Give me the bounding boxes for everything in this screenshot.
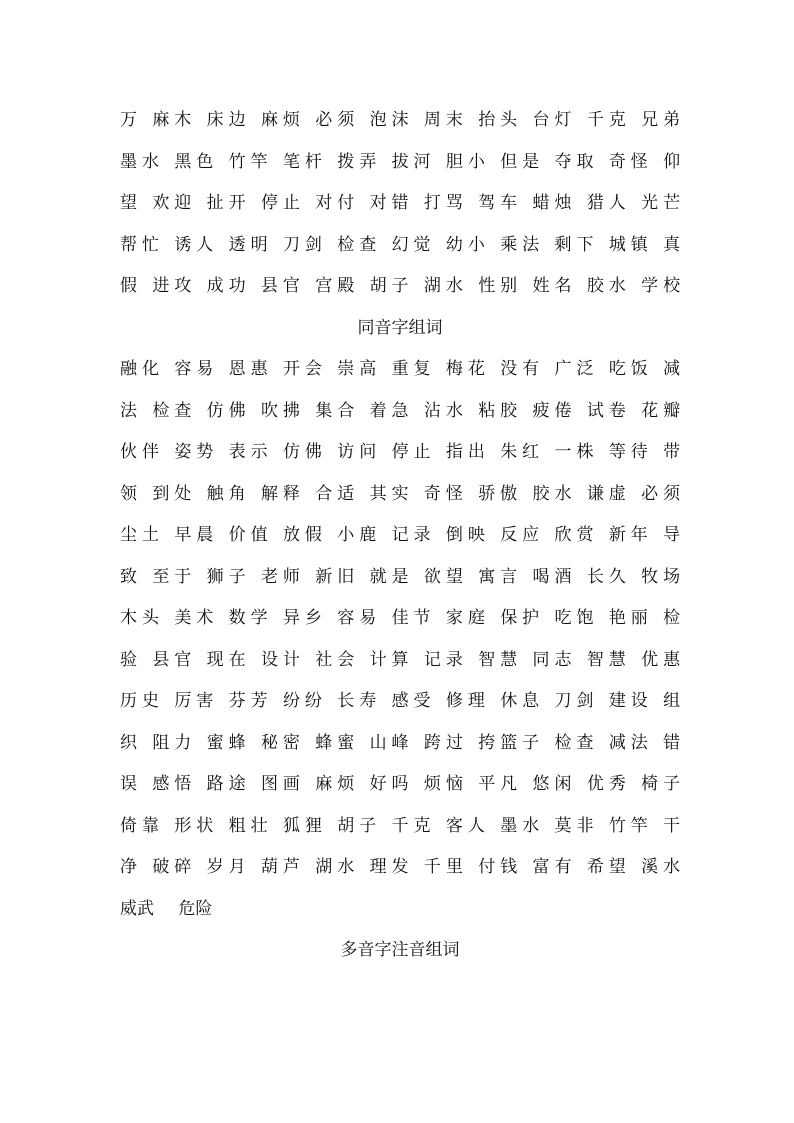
word: 蜂蜜 [315,732,360,753]
word: 花瓣 [641,400,681,421]
word: 剩下 [554,234,599,255]
word: 秘密 [260,732,305,753]
word: 骄傲 [478,483,523,504]
word: 姿势 [174,442,219,462]
word: 计算 [369,649,414,670]
word: 着急 [369,400,414,421]
word-line [120,391,680,433]
word-line [120,266,680,308]
word: 笔杆 [282,151,327,172]
word: 错 [663,732,681,753]
word: 崇高 [337,359,382,379]
word: 吃饭 [608,359,653,379]
word: 客人 [445,815,490,836]
word: 新年 [608,525,653,545]
word: 长寿 [337,691,382,711]
word-line [120,349,680,391]
word: 蜜蜂 [206,732,251,753]
word: 领 [120,483,142,504]
word: 木头 [120,608,164,628]
word: 平凡 [478,774,523,794]
word: 图画 [260,774,305,794]
word: 必须 [641,483,681,504]
document-page [120,100,680,972]
word: 透明 [228,234,273,255]
word: 悠闲 [532,774,577,794]
heading-homophone-words: 同音字组词 [357,317,443,338]
word-line [120,598,680,640]
word: 扯开 [206,193,251,213]
word: 溪水 [641,857,681,877]
word: 打骂 [423,193,468,213]
word: 奇怪 [423,483,468,504]
word: 拔河 [391,151,436,172]
word: 仰 [663,151,681,172]
word: 麻烦 [315,774,360,794]
word: 小鹿 [337,525,382,545]
word: 胡子 [369,276,414,296]
word: 放假 [282,525,327,545]
word: 休息 [500,691,545,711]
word: 没有 [500,359,545,379]
word: 仿佛 [206,400,251,421]
word: 千克 [391,815,436,836]
word: 葫芦 [260,857,305,877]
word: 理发 [369,857,414,877]
word: 到处 [152,483,197,504]
word-line [120,474,680,516]
word: 狮子 [206,566,251,587]
word: 奇怪 [608,151,653,172]
word-line [120,142,680,184]
word: 优惠 [641,649,681,670]
word: 重复 [391,359,436,379]
word: 狐狸 [282,815,327,836]
word: 竹竿 [608,815,653,836]
word: 欣赏 [554,525,599,545]
word: 胡子 [337,815,382,836]
word: 等待 [608,442,653,462]
word: 墨水 [500,815,545,836]
word: 对付 [315,193,360,213]
word: 进攻 [152,276,197,296]
word: 组 [663,691,681,711]
word: 好吗 [369,774,414,794]
word: 试卷 [586,400,631,421]
word: 床边 [206,110,251,130]
word: 停止 [260,193,305,213]
word: 拨弄 [337,151,382,172]
word: 驾车 [478,193,523,213]
word: 但是 [500,151,545,172]
word: 干 [663,815,681,836]
word: 寓言 [478,566,523,587]
word: 幼小 [445,234,490,255]
word: 光芒 [641,193,681,213]
word: 减法 [608,732,653,753]
word: 同志 [532,649,577,670]
word: 湖水 [423,276,468,296]
word: 触角 [206,483,251,504]
word: 真 [663,234,681,255]
word: 宫殿 [315,276,360,296]
word: 希望 [586,857,631,877]
word-line [120,557,680,599]
word: 现在 [206,649,251,670]
word: 长久 [586,566,631,587]
word: 沾水 [423,400,468,421]
word: 泡沫 [369,110,414,130]
word: 形状 [174,815,219,836]
word: 误 [120,774,142,794]
word: 乘法 [500,234,545,255]
word: 成功 [206,276,251,296]
word-line [120,183,680,225]
word: 就是 [369,566,414,587]
word: 法 [120,400,142,421]
word: 千里 [423,857,468,877]
word: 开会 [282,359,327,379]
word: 合适 [315,483,360,504]
word: 县官 [152,649,197,670]
word: 墨水 [120,151,164,172]
word-list-section-2 [120,349,680,930]
word: 修理 [445,691,490,711]
word: 富有 [532,857,577,877]
word: 学校 [641,276,681,296]
word: 新旧 [315,566,360,587]
word: 净 [120,857,142,877]
word: 路途 [206,774,251,794]
word: 跨过 [423,732,468,753]
word-line [120,432,680,474]
word: 其实 [369,483,414,504]
word: 社会 [315,649,360,670]
word: 城镇 [608,234,653,255]
word: 欲望 [423,566,468,587]
word: 一株 [554,442,599,462]
word: 胶水 [532,483,577,504]
word: 危险 [178,898,213,919]
word: 集合 [315,400,360,421]
word: 台灯 [532,110,577,130]
word: 减 [663,359,681,379]
word: 导 [663,525,681,545]
word: 万 [120,110,142,130]
word: 设计 [260,649,305,670]
word: 麻木 [152,110,197,130]
word-line [120,515,680,557]
word: 保护 [500,608,545,628]
word: 停止 [391,442,436,462]
word: 倒映 [445,525,490,545]
word: 假 [120,276,142,296]
word: 早晨 [174,525,219,545]
word: 佳节 [391,608,436,628]
word: 感悟 [152,774,197,794]
word: 破碎 [152,857,197,877]
word: 对错 [369,193,414,213]
word: 验 [120,649,142,670]
word: 吃饱 [554,608,599,628]
word: 付钱 [478,857,523,877]
word-line [120,889,680,931]
word: 喝酒 [532,566,577,587]
word: 疲倦 [532,400,577,421]
word: 必须 [315,110,360,130]
word: 莫非 [554,815,599,836]
word: 挎篮子 [478,732,545,753]
word: 抬头 [478,110,523,130]
word: 伙伴 [120,442,164,462]
word: 竹竿 [228,151,273,172]
word: 阻力 [152,732,197,753]
word: 椅子 [641,774,681,794]
word: 容易 [174,359,219,379]
word-line [120,640,680,682]
word: 数学 [228,608,273,628]
word: 价值 [228,525,273,545]
word: 检 [663,608,681,628]
word: 美术 [174,608,219,628]
word: 麻烦 [260,110,305,130]
word: 记录 [423,649,468,670]
word: 兄弟 [641,110,681,130]
word: 芬芳 [228,691,273,711]
word: 梅花 [445,359,490,379]
word: 欢迎 [152,193,197,213]
word: 仿佛 [282,442,327,462]
word: 粘胶 [478,400,523,421]
word: 岁月 [206,857,251,877]
word: 胆小 [445,151,490,172]
word: 致 [120,566,142,587]
word: 姓名 [532,276,577,296]
word: 烦恼 [423,774,468,794]
word-line [120,681,680,723]
word: 帮忙 [120,234,164,255]
word: 诱人 [174,234,219,255]
word: 朱红 [500,442,545,462]
word: 感受 [391,691,436,711]
word: 尘土 [120,525,164,545]
word-line [120,764,680,806]
word: 反应 [500,525,545,545]
word: 家庭 [445,608,490,628]
word: 访问 [337,442,382,462]
word-line [120,847,680,889]
heading-polyphone-words: 多音字注音组词 [340,940,460,960]
word: 粗壮 [228,815,273,836]
word: 牧场 [641,566,681,587]
word: 优秀 [586,774,631,794]
word-list-section-1 [120,100,680,308]
word: 指出 [445,442,490,462]
word: 智慧 [478,649,523,670]
word: 广泛 [554,359,599,379]
word: 湖水 [315,857,360,877]
word: 解释 [260,483,305,504]
word: 刀剑 [554,691,599,711]
word: 带 [663,442,681,462]
word: 幻觉 [391,234,436,255]
word: 记录 [391,525,436,545]
word: 艳丽 [608,608,653,628]
word: 性别 [478,276,523,296]
word-line [120,100,680,142]
word: 异乡 [282,608,327,628]
word: 检查 [337,234,382,255]
word-line [120,225,680,267]
word: 容易 [337,608,382,628]
word: 谦虚 [586,483,631,504]
word: 倚靠 [120,815,164,836]
word: 威武 [120,898,154,919]
word: 智慧 [586,649,631,670]
word: 胶水 [586,276,631,296]
word: 县官 [260,276,305,296]
word: 望 [120,193,142,213]
word: 历史 [120,691,164,711]
word: 老师 [260,566,305,587]
word: 融化 [120,359,164,379]
word: 恩惠 [228,359,273,379]
word: 纷纷 [282,691,327,711]
word: 检查 [152,400,197,421]
word: 刀剑 [282,234,327,255]
word-line [120,723,680,765]
word: 猎人 [586,193,631,213]
word-line [120,806,680,848]
word: 山峰 [369,732,414,753]
word: 夺取 [554,151,599,172]
word: 黑色 [174,151,219,172]
word: 周末 [423,110,468,130]
word: 至于 [152,566,197,587]
word: 吹拂 [260,400,305,421]
word: 表示 [228,442,273,462]
word: 检查 [554,732,599,753]
word: 千克 [586,110,631,130]
word: 厉害 [174,691,219,711]
word: 织 [120,732,142,753]
word: 建设 [608,691,653,711]
word: 蜡烛 [532,193,577,213]
